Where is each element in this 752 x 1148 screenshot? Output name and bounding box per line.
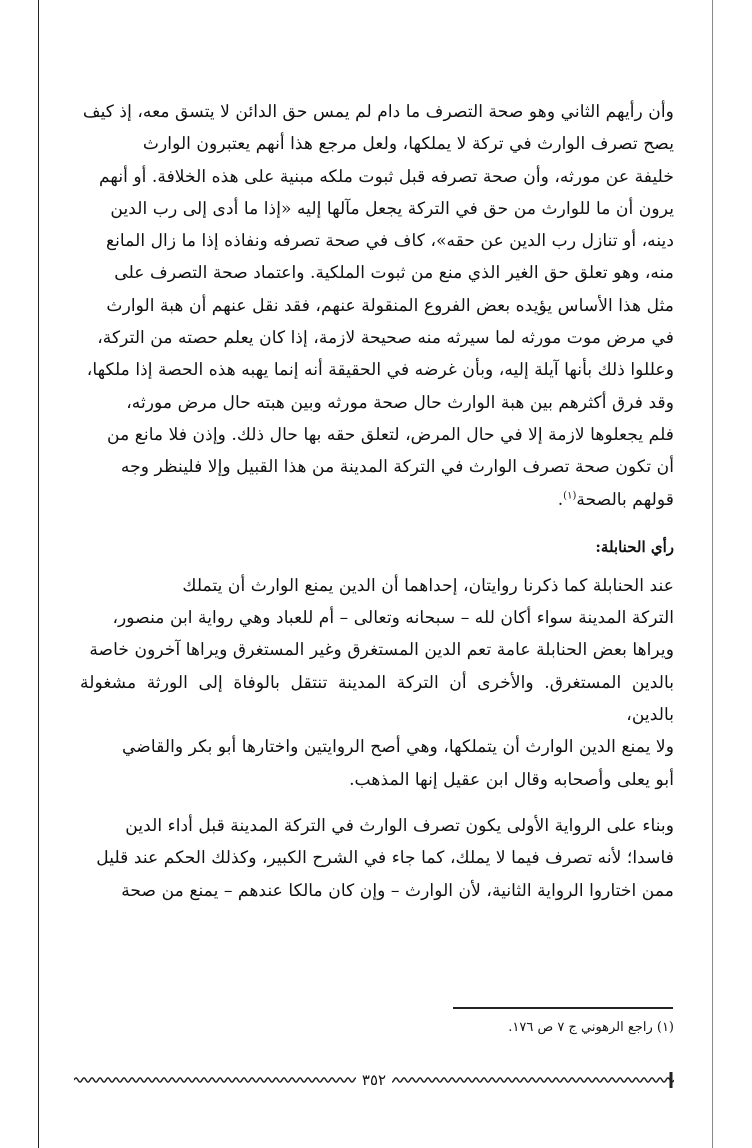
paragraph-2	[80, 570, 674, 796]
text-line: قولهم بالصحة	[576, 489, 674, 510]
footnote-separator	[453, 1007, 673, 1009]
text-line: يصح تصرف الوارث في تركة لا يملكها، ولعل مرجع هذا أنهم يعتبرون الوارث	[142, 134, 674, 155]
text-line: مثل هذا الأساس يؤيده بعض الفروع المنقولة عنهم، فقد نقل عنهم أن هبة الوارث	[106, 295, 674, 316]
paragraph-1	[80, 96, 674, 516]
page-body	[80, 96, 674, 907]
text-line: خليفة عن مورثه، وأن صحة تصرفه قبل ثبوت ملكه مبنية على هذه الخلافة. أو أنهم	[98, 166, 674, 187]
text-line: وأن رأيهم الثاني وهو صحة التصرف ما دام لم يمس حق الدائن لا يتسق معه، إذ كيف	[82, 102, 674, 122]
text-line: منه، وهو تعلق حق الغير الذي منع من ثبوت الملكية. واعتماد صحة التصرف على	[114, 263, 674, 284]
page-edge-left	[38, 0, 39, 1148]
text-line: في مرض موت مورثه لما سيرثه منه صحيحة لازمة، إذا كان يعلم حصته من التركة،	[97, 328, 674, 349]
text-line: فلم يجعلوها لازمة إلا في حال المرض، لتعلق حقه بها حال ذلك. وإذن فلا مانع من	[107, 424, 674, 445]
text-line: فاسدا؛ لأنه تصرف فيما لا يملك، كما جاء في الشرح الكبير، وكذلك الحكم عند قليل	[96, 848, 674, 869]
text-line: دينه، أو تنازل رب الدين عن حقه»، كاف في صحة تصرفه ونفاذه إذا ما زال المانع	[105, 231, 674, 252]
text-line: التركة المدينة سواء أكان لله – سبحانه وتعالى – أم للعباد وهي رواية ابن منصور،	[112, 608, 674, 629]
text-line: عند الحنابلة كما ذكرنا روايتان، إحداهما أن الدين يمنع الوارث أن يتملك	[182, 575, 674, 596]
text-line: ويراها بعض الحنابلة عامة تعم الدين المستغرق وغير المستغرق ويراها آخرون خاصة	[89, 640, 674, 661]
page-number: ٣٥٢	[356, 1071, 392, 1089]
text-line: أن تكون صحة تصرف الوارث في التركة المدينة من هذا القبيل وإلا فلينظر وجه	[120, 457, 674, 478]
sentence-end: .	[557, 489, 564, 510]
page-footer	[74, 1068, 674, 1094]
text-line: أبو يعلى وأصحابه وقال ابن عقيل إنها المذهب.	[349, 769, 674, 790]
page-edge-right	[712, 0, 713, 1148]
text-line: وقد فرق أكثرهم بين هبة الوارث حال صحة مورثه وبين هبته حال مرض مورثه،	[126, 392, 674, 413]
footnote: (١) راجع الرهوني ج ٧ ص ١٧٦.	[508, 1020, 674, 1035]
text-line: وبناء على الرواية الأولى يكون تصرف الوارث في التركة المدينة قبل أداء الدين	[125, 815, 674, 836]
text-line: يرون أن ما للوارث من حق في التركة يجعل مآلها إليه «إذا ما أدى إلى رب الدين	[110, 198, 674, 219]
text-line: ممن اختاروا الرواية الثانية، لأن الوارث – وإن كان مالكا عندهم – يمنع من صحة	[121, 880, 674, 901]
page-number-wrap	[74, 1069, 674, 1091]
text-line: وعللوا ذلك بأنها آيلة إليه، وبأن غرضه في الحقيقة أنه إنما يهبه هذه الحصة إذا ملكها،	[86, 360, 674, 381]
section-heading: رأي الحنابلة:	[595, 537, 674, 556]
paragraph-3	[80, 810, 674, 907]
text-line: بالدين المستغرق. والأخرى أن التركة المدينة تنتقل بالوفاة إلى الورثة مشغولة بالدين،	[80, 672, 674, 726]
text-line: ولا يمنع الدين الوارث أن يتملكها، وهي أصح الروايتين واختارها أبو بكر والقاضي	[121, 737, 674, 758]
footnote-reference[interactable]: (١)	[563, 489, 577, 501]
